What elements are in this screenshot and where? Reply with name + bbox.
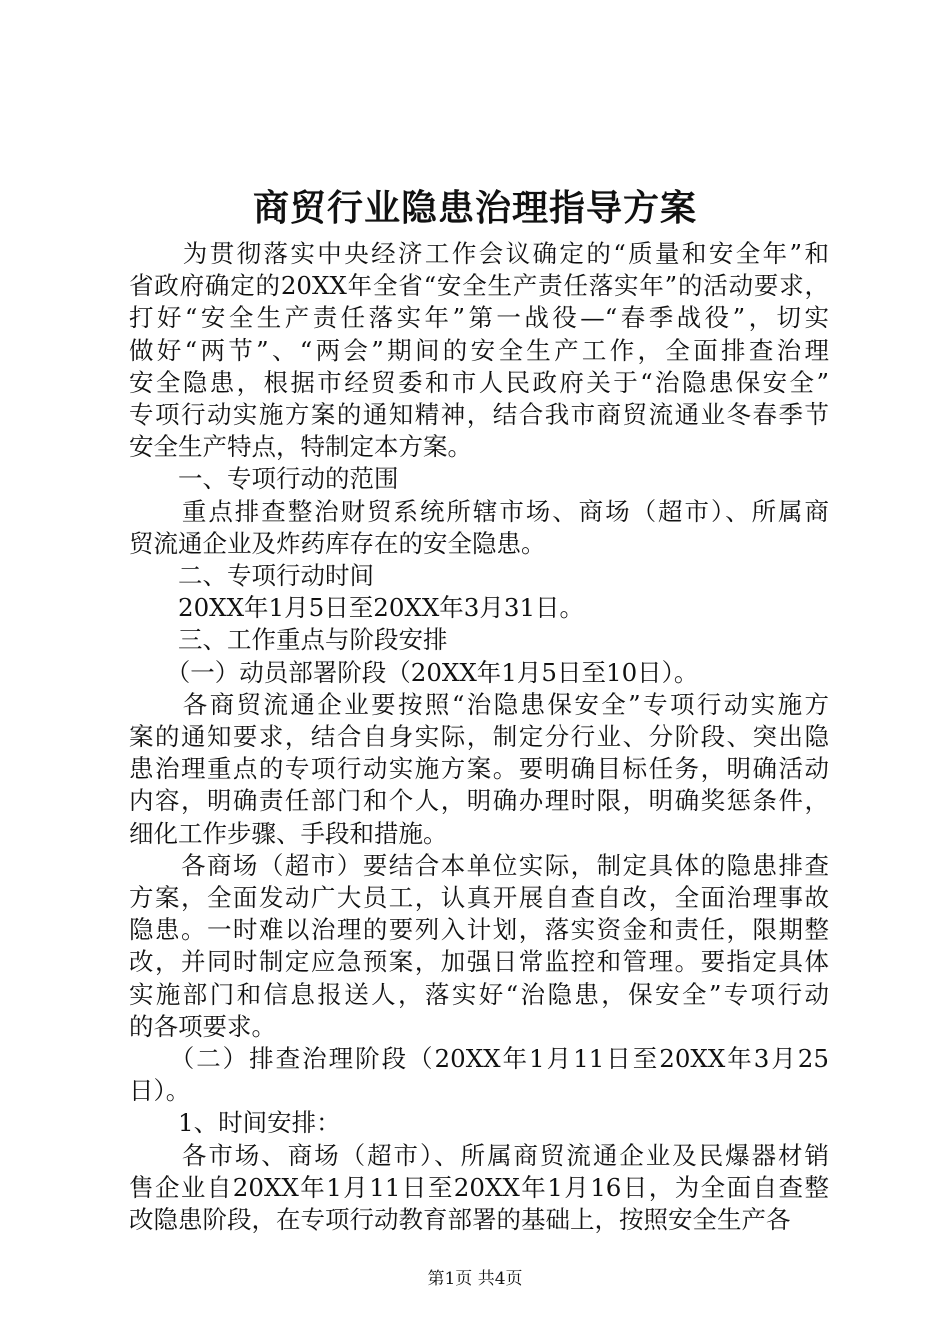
body-line: 贸流通企业及炸药库存在的安全隐患。 xyxy=(129,528,546,558)
body-line: 重点排查整治财贸系统所辖市场、商场（超市）、所属商 xyxy=(129,496,829,526)
body-line: 打好“安全生产责任落实年”第一战役—“春季战役”，切实 xyxy=(129,303,829,333)
body-line: 的各项要求。 xyxy=(129,1011,276,1041)
body-line: 改隐患阶段，在专项行动教育部署的基础上，按照安全生产各 xyxy=(129,1205,791,1234)
body-line: 售企业自20XX年1月11日至20XX年1月16日，为全面自查整 xyxy=(129,1172,829,1202)
body-line: 省政府确定的20XX年全省“安全生产责任落实年”的活动要求， xyxy=(129,271,829,301)
body-line: 患治理重点的专项行动实施方案。要明确目标任务，明确活动 xyxy=(129,754,829,784)
body-line: 做好“两节”、“两会”期间的安全生产工作，全面排查治理 xyxy=(129,335,829,365)
body-line: （二）排查治理阶段（20XX年1月11日至20XX年3月25 xyxy=(129,1044,829,1073)
page-footer: 第1页 共4页 xyxy=(427,1269,523,1289)
body-line: 各商贸流通企业要按照“治隐患保安全”专项行动实施方 xyxy=(129,689,829,719)
body-line: 各市场、商场（超市）、所属商贸流通企业及民爆器材销 xyxy=(129,1140,829,1170)
body-line: 改，并同时制定应急预案，加强日常监控和管理。要指定具体 xyxy=(129,947,829,977)
body-line: 各商场（超市）要结合本单位实际，制定具体的隐患排查 xyxy=(129,850,829,880)
body-line: 一、专项行动的范围 xyxy=(129,464,399,494)
body-line: 专项行动实施方案的通知精神，结合我市商贸流通业冬春季节 xyxy=(129,400,829,429)
body-line: 20XX年1月5日至20XX年3月31日。 xyxy=(129,593,585,623)
body-line: 方案，全面发动广大员工，认真开展自查自改，全面治理事故 xyxy=(129,883,829,912)
body-line: 细化工作步骤、手段和措施。 xyxy=(129,818,448,848)
body-line: 安全隐患，根据市经贸委和市人民政府关于“治隐患保安全” xyxy=(129,367,829,397)
body-line: 隐患。一时难以治理的要列入计划，落实资金和责任，限期整 xyxy=(129,915,829,945)
body-line: 三、工作重点与阶段安排 xyxy=(129,625,448,655)
body-line: 安全生产特点，特制定本方案。 xyxy=(129,432,472,462)
body-line: 二、专项行动时间 xyxy=(129,561,374,590)
body-line: 实施部门和信息报送人，落实好“治隐患，保安全”专项行动 xyxy=(129,979,829,1009)
body-line: （一）动员部署阶段（20XX年1月5日至10日）。 xyxy=(129,657,699,687)
document-title: 商贸行业隐患治理指导方案 xyxy=(252,187,697,229)
body-line: 1、时间安排： xyxy=(129,1108,341,1138)
body-line: 内容，明确责任部门和个人，明确办理时限，明确奖惩条件， xyxy=(129,786,829,816)
body-line: 案的通知要求，结合自身实际，制定分行业、分阶段、突出隐 xyxy=(129,722,829,751)
body-line: 为贯彻落实中央经济工作会议确定的“质量和安全年”和 xyxy=(129,239,829,268)
body-line: 日）。 xyxy=(129,1076,191,1106)
